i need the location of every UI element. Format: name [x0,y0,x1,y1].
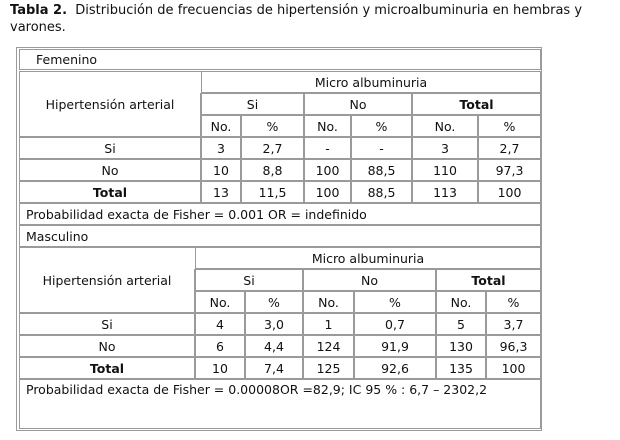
cell-value: 100 [315,162,340,178]
row-label-text: Si [104,140,116,156]
femenino-row-label [19,159,201,181]
hipertension-header-text: Hipertensión arterial [45,97,175,112]
cell-value: 3,0 [264,316,284,332]
femenino-col-no [201,115,241,137]
table-cell [354,313,436,335]
femenino-col-no [412,115,478,137]
si-header-text: Si [243,272,255,288]
table-cell [201,159,241,181]
table-cell [486,357,541,379]
col-pct-text: % [389,294,401,310]
table-cell [478,137,541,159]
caption-text: Distribución de frecuencias de hipertensión y microalbuminuria en hembras y varones. [10,3,583,35]
masculino-col-no [436,291,486,313]
table-cell [412,181,478,203]
cell-value: 113 [433,184,457,200]
masculino-col-pct [354,291,436,313]
table-cell [201,137,241,159]
cell-value: 6 [216,338,224,354]
si-header-text: Si [246,96,259,112]
femenino-title-text: Femenino [36,52,98,67]
table-cell [486,335,541,357]
femenino-col-pct [241,115,304,137]
table-cell [351,137,412,159]
masculino-total-header [436,269,541,291]
masculino-corner [19,247,195,269]
row-label-text: No [101,162,119,178]
table-cell [436,313,486,335]
femenino-micro-header [201,71,541,93]
cell-value: 100 [315,184,340,200]
row-label-text: Total [92,184,128,200]
cell-value: 1 [324,316,333,332]
masculino-total-label [19,357,195,379]
cell-value: 97,3 [495,162,524,178]
cell-value: 11,5 [258,184,287,200]
cell-value: 4 [216,316,224,332]
table-cell [303,313,354,335]
table-cell [436,357,486,379]
table-cell [304,181,351,203]
table-cell [351,181,412,203]
femenino-col-pct [351,115,412,137]
femenino-total-header [412,93,541,115]
cell-value: 2,7 [499,140,520,156]
no-header-text: No [361,272,378,288]
no-header-text: No [349,96,367,112]
masculino-micro-header [195,247,541,269]
row-label-text: Si [101,316,113,332]
col-pct-text: % [507,294,520,310]
cell-value: - [379,140,384,156]
section-title-masculino [19,225,541,247]
col-no-text: No. [209,294,231,310]
table-cell [241,181,304,203]
table-cell [241,159,304,181]
masculino-si-header [195,269,303,291]
row-label-text: No [98,338,116,354]
col-pct-text: % [268,294,280,310]
cell-value: 10 [212,360,228,376]
table-cell [351,159,412,181]
cell-value: 135 [449,360,473,376]
cell-value: 88,5 [367,184,396,200]
cell-value: 3 [217,140,225,156]
masculino-row-label [19,313,195,335]
col-no-text: No. [210,118,232,134]
cell-value: 130 [449,338,473,354]
cell-value: 13 [213,184,229,200]
table-cell [245,357,303,379]
femenino-total-label [19,181,201,203]
hipertension-header-text: Hipertensión arterial [42,273,172,288]
table-cell [436,335,486,357]
cell-value: 3,7 [503,316,524,332]
masculino-col-no [303,291,354,313]
table-cell [478,159,541,181]
cell-value: 100 [497,184,522,200]
femenino-no-header [304,93,412,115]
table-cell [303,335,354,357]
cell-value: 2,7 [262,140,283,156]
femenino-hipertension-header [19,93,201,137]
cell-value: 0,7 [385,316,405,332]
table-cell [303,357,354,379]
section-title-femenino [19,49,541,70]
cell-value: 3 [441,140,449,156]
row-label-text: Total [89,360,125,376]
table-cell [245,335,303,357]
masculino-hipertension-header [19,269,195,313]
col-no-text: No. [318,294,339,310]
table-cell [478,181,541,203]
masculino-title-text: Masculino [26,228,89,244]
table-cell [412,137,478,159]
col-pct-text: % [503,118,516,134]
femenino-col-no [304,115,351,137]
table-cell [354,335,436,357]
masculino-row-label [19,335,195,357]
cell-value: - [325,140,330,156]
femenino-row-label [19,137,201,159]
table-cell [241,137,304,159]
masculino-no-header [303,269,436,291]
cell-value: 5 [457,316,465,332]
table-cell [304,159,351,181]
table-cell [245,313,303,335]
masculino-note-text: Probabilidad exacta de Fisher = 0.00008OR =82,9; IC 95 % : 6,7 – 2302,2 [26,382,488,397]
micro-header-text: Micro albuminuria [314,74,428,90]
cell-value: 96,3 [499,338,528,354]
col-pct-text: % [375,118,388,134]
cell-value: 4,4 [264,338,284,354]
femenino-col-pct [478,115,541,137]
femenino-corner [19,71,201,93]
table-caption [10,2,615,36]
masculino-col-pct [245,291,303,313]
total-header-text: Total [459,96,494,112]
cell-value: 125 [316,360,341,376]
femenino-note-text: Probabilidad exacta de Fisher = 0.001 OR = indefinido [26,206,367,222]
table-cell [195,335,245,357]
col-no-text: No. [450,294,472,310]
table-cell [354,357,436,379]
cell-value: 91,9 [381,338,409,354]
cell-value: 8,8 [262,162,283,178]
cell-value: 92,6 [381,360,409,376]
cell-value: 100 [501,360,526,376]
table-cell [195,357,245,379]
table-cell [304,137,351,159]
table-cell [412,159,478,181]
col-pct-text: % [266,118,279,134]
cell-value: 124 [316,338,341,354]
table-cell [486,313,541,335]
table-cell [195,313,245,335]
cell-value: 7,4 [264,360,284,376]
col-no-text: No. [434,118,456,134]
femenino-fisher-note [19,203,541,225]
cell-value: 88,5 [367,162,396,178]
cell-value: 110 [433,162,457,178]
micro-header-text: Micro albuminuria [311,250,425,266]
masculino-col-no [195,291,245,313]
cell-value: 10 [213,162,229,178]
masculino-fisher-note [19,379,541,429]
total-header-text: Total [471,272,506,288]
masculino-col-pct [486,291,541,313]
col-no-text: No. [317,118,338,134]
femenino-si-header [201,93,304,115]
caption-label: Tabla 2. [10,3,68,18]
table-cell [201,181,241,203]
